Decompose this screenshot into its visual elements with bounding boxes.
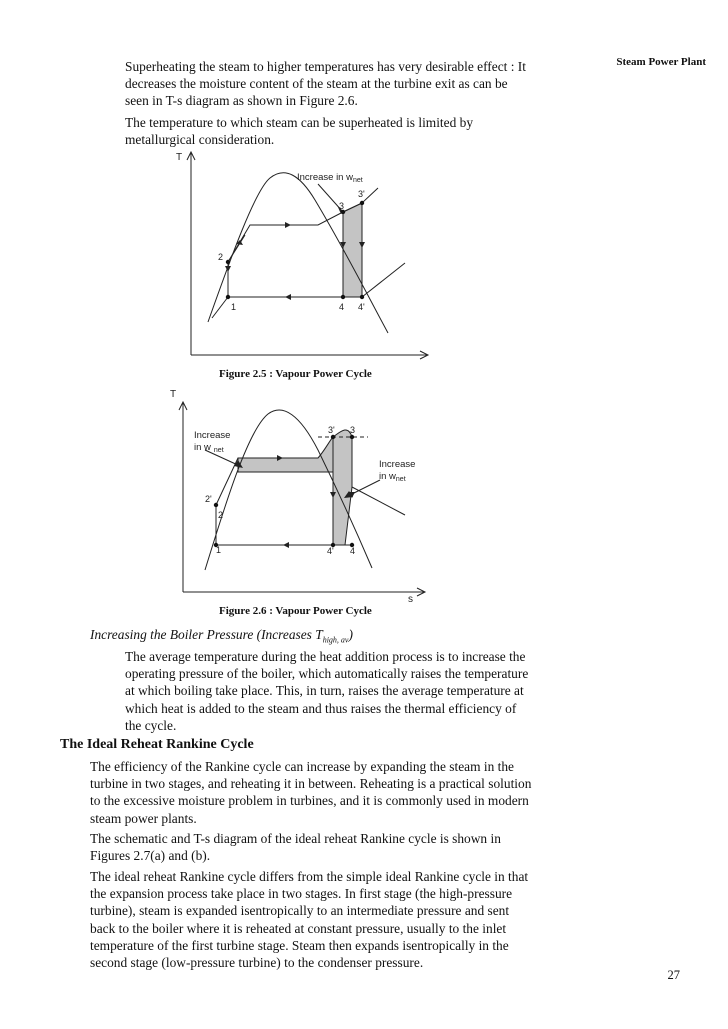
fig2-point-4: 4 xyxy=(350,546,356,556)
fig1-t-label: T xyxy=(176,152,183,163)
text-line: The schematic and T-s diagram of the ideal reheat Rankine cycle is shown in xyxy=(90,831,501,846)
figure-2-5-caption: Figure 2.5 : Vapour Power Cycle xyxy=(219,368,372,380)
text-line: temperature of the first turbine stage. Steam then expands isentropically in the xyxy=(90,937,509,953)
text-line: seen in T-s diagram as shown in Figure 2.6. xyxy=(125,93,358,109)
fig1-pump-line xyxy=(228,235,245,262)
fig2-point-2: 2 xyxy=(218,510,224,520)
reheat-paragraph-1 xyxy=(90,758,531,827)
fig2-point-2p: 2' xyxy=(205,494,212,504)
fig2-point-3p: 3' xyxy=(328,425,335,435)
text-line: The average temperature during the heat addition process is to increase the xyxy=(125,649,526,664)
reheat-paragraph-3 xyxy=(90,868,528,971)
text-line: the expansion process take place in two stages. In first stage (the high-pressure xyxy=(90,886,513,902)
text-line: at which boiling take place. This, in turn, raises the average temperature at xyxy=(125,683,524,699)
fig1-point-3: 3 xyxy=(339,201,345,211)
text-line: The efficiency of the Rankine cycle can increase by expanding the steam in the xyxy=(90,759,514,774)
reheat-paragraph-2 xyxy=(90,830,501,864)
text-line: second stage (low-pressure turbine) to the condenser pressure. xyxy=(90,955,424,971)
fig1-point-2: 2 xyxy=(218,252,224,262)
text-line: turbine), steam is expanded isentropically to an intermediate pressure and sent xyxy=(90,903,510,919)
text-line: to the excessive moisture problem in turbines, and it is commonly used in modern xyxy=(90,793,529,809)
fig2-right-annot-line2: in $w_{net}$ xyxy=(379,471,406,483)
text-line: The ideal reheat Rankine cycle differs from the simple ideal Rankine cycle in that xyxy=(90,869,529,884)
boiler-paragraph xyxy=(125,648,528,734)
text-line: back to the boiler where it is reheated at constant pressure, usually to the inlet xyxy=(90,920,507,936)
page-number: 27 xyxy=(667,968,680,982)
boiler-pressure-heading: Increasing the Boiler Pressure (Increases $T_{high, av}$) xyxy=(90,627,353,645)
fig2-left-annot-line2: in w $_{net}$ xyxy=(194,442,224,454)
text-line: Superheating the steam to higher temperatures has very desirable effect : It xyxy=(125,59,526,74)
fig1-point-4p: 4' xyxy=(358,302,365,312)
fig2-point-3: 3 xyxy=(350,425,356,435)
fig2-t-label: T xyxy=(170,389,177,400)
fig2-point-1: 1 xyxy=(216,545,222,555)
fig1-point-4: 4 xyxy=(339,302,345,312)
text-line: operating pressure of the boiler, which automatically raises the temperature xyxy=(125,666,529,682)
fig1-ext-line xyxy=(362,263,405,297)
text-line: metallurgical consideration. xyxy=(125,132,275,148)
fig1-annotation: Increase in $w_{net}$ xyxy=(297,172,363,184)
text-line: The temperature to which steam can be superheated is limited by xyxy=(125,115,474,130)
figure-2-6-caption: Figure 2.6 : Vapour Power Cycle xyxy=(219,605,372,617)
text-line: the cycle. xyxy=(125,717,177,733)
reheat-heading: The Ideal Reheat Rankine Cycle xyxy=(60,737,254,752)
section-header: Steam Power Plant xyxy=(616,56,706,68)
text-line: Figures 2.7(a) and (b). xyxy=(90,848,211,864)
fig2-s-label: s xyxy=(408,594,413,605)
fig1-point-3p: 3' xyxy=(358,189,365,199)
text-line: decreases the moisture content of the steam at the turbine exit as can be xyxy=(125,76,508,92)
text-line: which heat is added to the steam and thus raises the thermal efficiency of xyxy=(125,700,517,716)
fig2-left-annot-line1: Increase xyxy=(194,430,231,441)
fig1-shaded-area xyxy=(343,203,362,297)
text-line: turbine in two stages, and reheating it in between. Reheating is a practical solution xyxy=(90,776,532,792)
fig2-shaded-top xyxy=(238,437,333,472)
fig2-point-4p: 4' xyxy=(327,546,334,556)
fig1-point-1: 1 xyxy=(231,302,237,312)
fig2-right-annot-line1: Increase xyxy=(379,459,416,470)
text-line: steam power plants. xyxy=(90,810,197,826)
